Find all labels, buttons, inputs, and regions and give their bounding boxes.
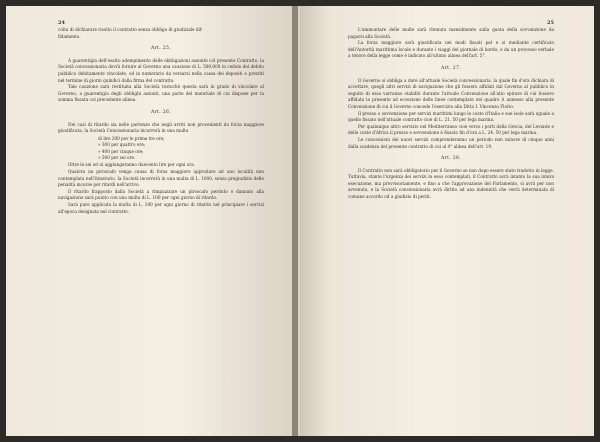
list-item: » 400 per cinque ore; [98, 148, 144, 154]
list-item: » 300 per quattro ore; [98, 142, 146, 148]
paragraph: L'ammontare delle multe sarà ritenuto mensilmente sulla quota della sovvenzione da pagarsi alla Società. [348, 27, 554, 39]
intro-text [58, 27, 264, 40]
article-heading: Art. 25. [151, 46, 171, 52]
paragraph: Il Contratto non sarà obbligatorio per il Governo se non dopo essere stato tradotto in legge. Tuttavia, stante l'urgenza dei servizi in esso contemplati, il Contratto avrà intanto la sua intera esecuzione, ma provvisoriamente, e fino a che l'approvazione del Parlamento, si avrà per non avvenuto, e la Società concessionaria avrà diritto ad una indennità che verrà determinata di comune accordo od a giudizio di periti. [348, 167, 554, 200]
article-heading: Art. 27. [441, 65, 461, 71]
paragraph: Qualora un piroscafo venga causa di forza maggiore approdare ad uno località non contemplata nell'itinerario, la Società incorrerà in una multa di L. 1000, senza pregiudizio delle penalità incorse per ritardi nell'arrivo. [58, 168, 264, 188]
text-line: colta di dichiarare risolto il contratto senza obbligo di giudiziale dif- [58, 27, 203, 32]
paragraph: Il Governo si obbliga a dare all'attuale Società concessionaria, la quale fin d'ora dichiara di accettare, quegli altri servizi di navigazione che gli fossero affidati dal Governo al pubblico in seguito di essa varranno stabiliti durante l'attuale Convenzione all'alto spirare di cui fossero affidata la presente ad eccezione delle linee contemplate nel quadro A annesso alla presente Convenzione di cui il Governo concede l'esercizio alla Ditta I. Vincenzo Florio. [348, 77, 554, 109]
paragraph: Nei casi di ritardo sia nelle partenze che negli arrivi non provenienti da forza maggiore giustificata, la Società Concessionaria incorrerà in una multa [58, 121, 264, 134]
left-page-content [58, 20, 264, 215]
penalty-list [98, 136, 264, 162]
right-page-content [348, 20, 554, 201]
list-item: » 500 per sei ore. [98, 154, 136, 160]
list-item: di lire 200 per le prime tre ore; [98, 135, 165, 141]
paragraph: Sarà pure applicata la multa di L. 100 per ogni giorno di ritardo nel principiare i servizi all'epoca designata nel contratto. [58, 201, 264, 214]
paragraph: Le concessioni dei nuovi servizi comprenderanno un periodo non minore di cinque anni dalla scadenza del presente contratto di cui al 4° alinea dell'art. 19. [348, 136, 554, 149]
text-line: fidamento. [58, 33, 81, 39]
paragraph: A guarentigia dell'esatto adempimento delle obbligazioni assunte col presente Contratto, la Società concessionaria dovrà fornire al Governo una cauzione di L. 500,000 in cedole del debito pubblico debitamente vincolate, od in numerario da versarsi nella cassa dei depositi e prestiti nel termine di giorni quindici dalla firma del contratto. [58, 57, 264, 83]
paragraph: Per qualunque altro servizio nel Mediterraneo cioè verso i porti della Grecia, del Levante e delle coste d'Africa il prezzo e sovvenzione è fissato fin d'ora a L. 24. 50 per lega marina. [348, 123, 554, 136]
page-number: 25 [547, 20, 554, 26]
article-heading: Art. 28. [441, 156, 461, 162]
right-page [300, 6, 594, 436]
left-page [6, 6, 300, 436]
intro-text [348, 27, 554, 60]
page-number: 24 [58, 20, 65, 26]
paragraph: Il presso o sovvenzione per servizi marittimi lungo le coste d'Italia e sue isole sarà uguale a quello fissato nell'attuale contratto cioè di L. 21. 50 per lega marina. [348, 110, 554, 123]
paragraph: La forza maggiore sarà giustificata nei modi fissati pel e si mediante certificato dell'Autorità marittima locale e durante i viaggi del giornale di bordo, e da un processo verbale a tenore della legge come è indicato all'ultimo alinea dell'art. 5°. [348, 40, 554, 59]
book-gutter [292, 6, 298, 436]
book-spread [6, 6, 594, 436]
paragraph: Il ritardo frapposto dalla Società a rimpiazzare un piroscafo perduto o dannato alla navigazione sarà punito con una multa di L. 100 per ogni giorno di ritardo. [58, 188, 264, 201]
paragraph: Tale cauzione sarà restituita alla Società tostochè questa sarà in grado di vincolare al Governo, a guarentigia degli obblighi assunti, una parte del materiale di cui dispone per la somma fissata col precedente alinea. [58, 84, 264, 103]
paragraph: Oltre le sei ori si aggiungeranno duecento lire per ogni ora. [68, 162, 196, 168]
article-heading: Art. 26. [151, 109, 171, 115]
